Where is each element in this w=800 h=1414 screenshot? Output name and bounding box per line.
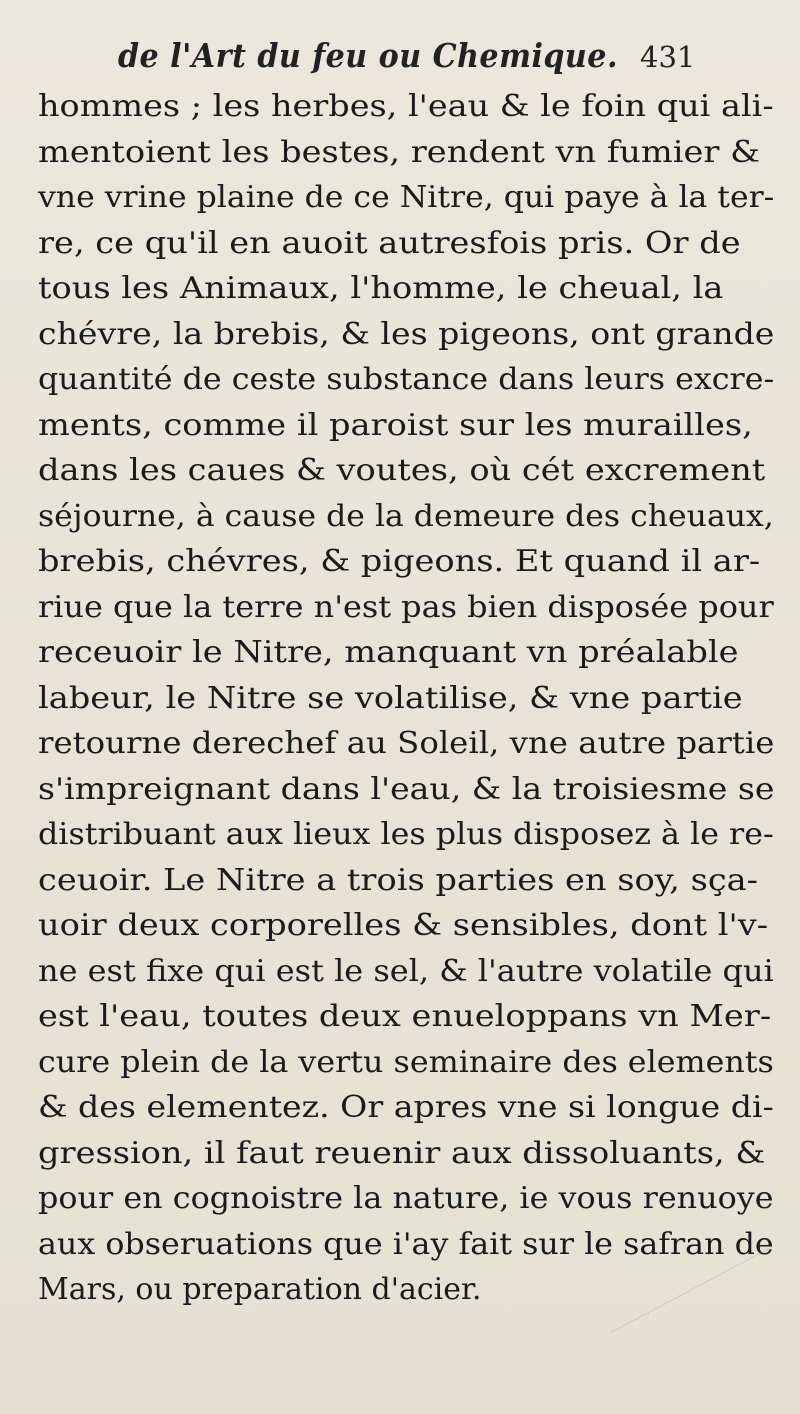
text-line: dans les caues & voutes, où cét excrement: [38, 453, 766, 488]
running-title: de l'Art du feu ou Chemique.: [118, 36, 618, 75]
text-line: Mars, ou preparation d'acier.: [38, 1272, 482, 1307]
text-line: mentoient les bestes, rendent vn fumier &: [38, 134, 761, 170]
text-line: receuoir le Nitre, manquant vn préalable: [38, 635, 739, 670]
text-line: uoir deux corporelles & sensibles, dont l'v-: [38, 908, 769, 943]
page-header: [0, 36, 800, 86]
text-line: quantité de ceste substance dans leurs excre-: [38, 362, 775, 397]
text-line: retourne derechef au Soleil, vne autre partie: [38, 726, 775, 761]
text-line: cure plein de la vertu seminaire des elements: [38, 1044, 774, 1080]
text-line: aux obseruations que i'ay fait sur le safran de: [38, 1226, 774, 1262]
text-line: hommes ; les herbes, l'eau & le foin qui ali-: [38, 89, 774, 124]
page-number: 431: [640, 40, 696, 74]
text-line: pour en cognoistre la nature, ie vous renuoye: [38, 1181, 774, 1216]
text-line: s'impreignant dans l'eau, & la troisiesme se: [38, 771, 775, 807]
text-line: ceuoir. Le Nitre a trois parties en soy, sça-: [38, 862, 759, 898]
text-line: labeur, le Nitre se volatilise, & vne partie: [38, 680, 743, 716]
text-line: gression, il faut reuenir aux dissoluants, &: [38, 1135, 766, 1171]
text-line: chévre, la brebis, & les pigeons, ont grande: [38, 316, 775, 352]
text-line: est l'eau, toutes deux enueloppans vn Mer-: [38, 999, 772, 1034]
text-line: vne vrine plaine de ce Nitre, qui paye à la ter-: [38, 180, 775, 215]
text-line: distribuant aux lieux les plus disposez à le re-: [38, 817, 774, 852]
text-line: séjourne, à cause de la demeure des cheuaux,: [38, 498, 774, 534]
text-line: tous les Animaux, l'homme, le cheual, la: [38, 271, 724, 306]
body-text: [38, 84, 778, 1313]
text-line: riue que la terre n'est pas bien disposée pour: [38, 589, 774, 625]
text-line: re, ce qu'il en auoit autresfois pris. Or de: [38, 225, 741, 261]
text-line: & des elementez. Or apres vne si longue di-: [38, 1090, 774, 1125]
text-line: ne est fixe qui est le sel, & l'autre volatile qui: [38, 953, 774, 989]
text-line: ments, comme il paroist sur les murailles,: [38, 407, 753, 443]
text-line: brebis, chévres, & pigeons. Et quand il ar-: [38, 544, 761, 579]
